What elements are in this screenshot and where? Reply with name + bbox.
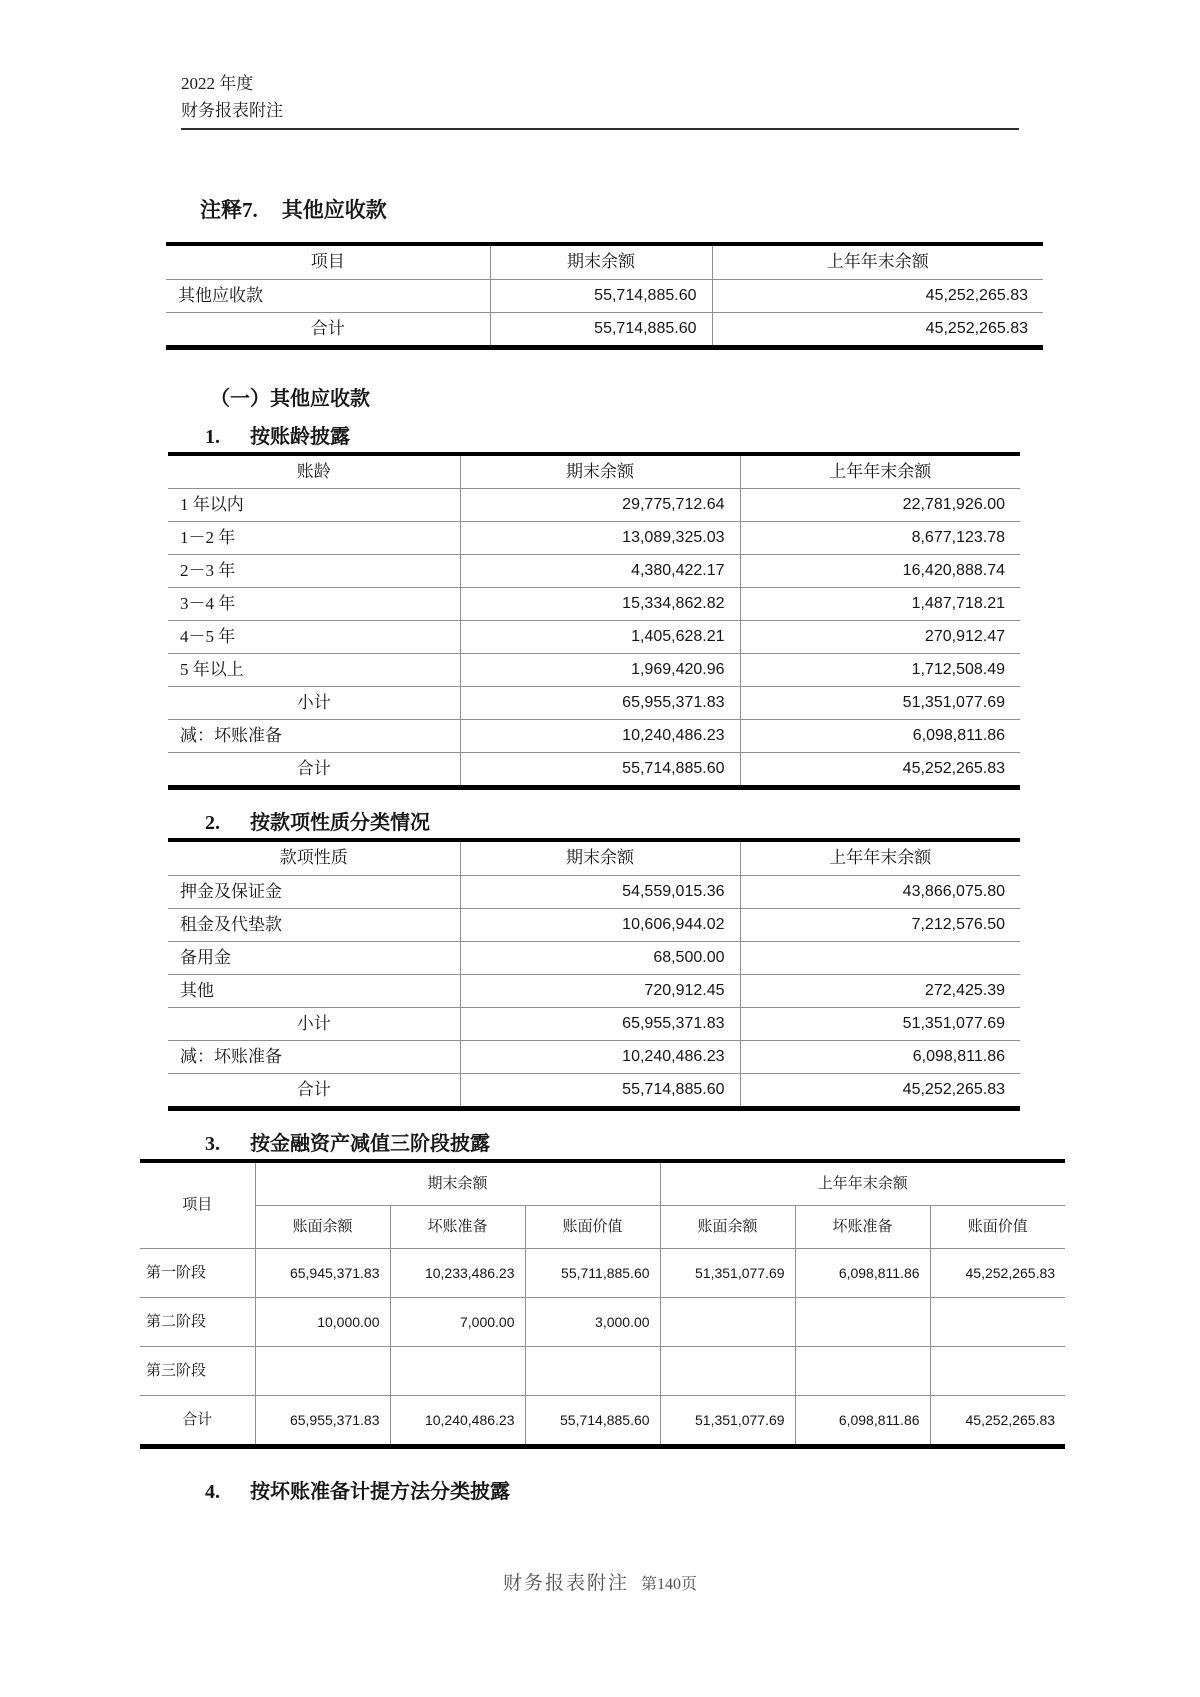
- stages-heading-title: 按金融资产减值三阶段披露: [250, 1132, 490, 1155]
- table-row-subtotal: [168, 1007, 1020, 1040]
- row-label: 4－5 年: [168, 621, 460, 654]
- aging-heading-title: 按账龄披露: [250, 425, 350, 448]
- nature-heading-number: 2.: [205, 812, 220, 834]
- stages-table: [140, 1159, 1065, 1449]
- column-header: 上年年末余额: [829, 461, 932, 481]
- section4-heading-title: 按坏账准备计提方法分类披露: [250, 1480, 510, 1503]
- row-label: 合计: [166, 312, 490, 347]
- value-current: 65,955,371.83: [460, 687, 740, 720]
- row-label: 第一阶段: [140, 1248, 255, 1297]
- table-row: [140, 1248, 1065, 1297]
- footer-title: 财务报表附注: [502, 1573, 629, 1594]
- row-label: 1－2 年: [168, 522, 460, 555]
- table-row: [168, 654, 1020, 687]
- note7-heading-number: 注释7.: [200, 198, 258, 222]
- value: [930, 1297, 1065, 1346]
- value: 45,252,265.83: [930, 1395, 1065, 1446]
- column-header: 账面价值: [525, 1205, 660, 1248]
- row-label: 备用金: [168, 941, 460, 974]
- aging-table: [168, 452, 1020, 791]
- table-row-total: [168, 753, 1020, 788]
- value-current: 10,606,944.02: [460, 908, 740, 941]
- table-row: [168, 489, 1020, 522]
- value: [390, 1346, 525, 1395]
- value: 6,098,811.86: [795, 1395, 930, 1446]
- table-row-total: [168, 1073, 1020, 1108]
- aging-heading-number: 1.: [205, 425, 220, 448]
- value-prior: [740, 941, 1020, 974]
- value: [255, 1346, 390, 1395]
- table-row: [168, 875, 1020, 908]
- column-header: 期末余额: [460, 840, 740, 875]
- value-prior: 43,866,075.80: [740, 875, 1020, 908]
- value-current: 54,559,015.36: [460, 875, 740, 908]
- value-prior: 6,098,811.86: [740, 720, 1020, 753]
- group-header-current: 期末余额: [255, 1161, 660, 1206]
- row-label: 1 年以内: [168, 489, 460, 522]
- value-prior: 45,252,265.83: [712, 279, 1043, 312]
- value: 3,000.00: [525, 1297, 660, 1346]
- value: 51,351,077.69: [660, 1395, 795, 1446]
- doc-footer: [0, 1568, 1200, 1595]
- value: 45,252,265.83: [930, 1248, 1065, 1297]
- value-current: 68,500.00: [460, 941, 740, 974]
- table-row: [168, 1040, 1020, 1073]
- value-current: 65,955,371.83: [460, 1007, 740, 1040]
- value-prior: 45,252,265.83: [712, 312, 1043, 347]
- value: [525, 1346, 660, 1395]
- table-row-total: [166, 312, 1043, 347]
- value-prior: 51,351,077.69: [740, 1007, 1020, 1040]
- value-current: 55,714,885.60: [460, 753, 740, 788]
- table-row: [168, 555, 1020, 588]
- column-header: 账面余额: [660, 1205, 795, 1248]
- section1-heading: （一）其他应收款: [210, 387, 370, 410]
- value-prior: 272,425.39: [740, 974, 1020, 1007]
- value: 55,711,885.60: [525, 1248, 660, 1297]
- value-current: 1,405,628.21: [460, 621, 740, 654]
- value-prior: 8,677,123.78: [740, 522, 1020, 555]
- row-label: 2－3 年: [168, 555, 460, 588]
- table-subheader-row: [140, 1205, 1065, 1248]
- value-current: 55,714,885.60: [490, 312, 712, 347]
- value: 10,233,486.23: [390, 1248, 525, 1297]
- table-header-row: [166, 244, 1043, 279]
- value-prior: 45,252,265.83: [740, 1073, 1020, 1108]
- column-header: 账面价值: [930, 1205, 1065, 1248]
- row-label: 小计: [168, 1007, 460, 1040]
- table-row: [168, 941, 1020, 974]
- value: [660, 1346, 795, 1395]
- row-label: 3－4 年: [168, 588, 460, 621]
- value: [795, 1297, 930, 1346]
- row-label: 第三阶段: [140, 1346, 255, 1395]
- column-header: 项目: [166, 244, 490, 279]
- value-current: 4,380,422.17: [460, 555, 740, 588]
- table-row: [168, 908, 1020, 941]
- row-label: 合计: [168, 1073, 460, 1108]
- column-header: 坏账准备: [795, 1205, 930, 1248]
- value-current: 55,714,885.60: [490, 279, 712, 312]
- table-row: [168, 588, 1020, 621]
- row-label: 其他应收款: [166, 279, 490, 312]
- value-prior: 22,781,926.00: [740, 489, 1020, 522]
- table-row: [140, 1297, 1065, 1346]
- aging-heading: [205, 424, 1200, 450]
- table-header-row: [168, 454, 1020, 489]
- table-row: [168, 720, 1020, 753]
- row-label: 租金及代垫款: [168, 908, 460, 941]
- row-label: 小计: [168, 687, 460, 720]
- table-row: [168, 621, 1020, 654]
- value: [795, 1346, 930, 1395]
- column-header: 期末余额: [460, 454, 740, 489]
- note7-heading-title: 其他应收款: [281, 198, 387, 222]
- nature-heading-title: 按款项性质分类情况: [250, 812, 430, 834]
- value: 10,000.00: [255, 1297, 390, 1346]
- value: 10,240,486.23: [390, 1395, 525, 1446]
- value-current: 13,089,325.03: [460, 522, 740, 555]
- row-label: 其他: [168, 974, 460, 1007]
- row-label: 合计: [140, 1395, 255, 1446]
- column-header: 款项性质: [168, 840, 460, 875]
- value-prior: 6,098,811.86: [740, 1040, 1020, 1073]
- value-prior: 1,712,508.49: [740, 654, 1020, 687]
- section4-heading-number: 4.: [205, 1480, 220, 1503]
- value: 65,945,371.83: [255, 1248, 390, 1297]
- row-label: 减：坏账准备: [168, 1040, 460, 1073]
- section4-heading: [205, 1479, 1200, 1505]
- value-prior: 270,912.47: [740, 621, 1020, 654]
- table-row: [168, 974, 1020, 1007]
- value: 51,351,077.69: [660, 1248, 795, 1297]
- value: 6,098,811.86: [795, 1248, 930, 1297]
- value-prior: 7,212,576.50: [740, 908, 1020, 941]
- value: 65,955,371.83: [255, 1395, 390, 1446]
- row-label: 减：坏账准备: [168, 720, 460, 753]
- value-current: 720,912.45: [460, 974, 740, 1007]
- value-current: 15,334,862.82: [460, 588, 740, 621]
- column-header: 上年年末余额: [826, 252, 929, 272]
- table-row-subtotal: [168, 687, 1020, 720]
- row-label: 合计: [168, 753, 460, 788]
- value-prior: 16,420,888.74: [740, 555, 1020, 588]
- value: [660, 1297, 795, 1346]
- table-row: [140, 1346, 1065, 1395]
- table-header-row: [168, 840, 1020, 875]
- doc-header-year: 2022 年度: [181, 74, 254, 93]
- group-header-prior: 上年年末余额: [817, 1175, 908, 1192]
- table-row-total: [140, 1395, 1065, 1446]
- row-label: 第二阶段: [140, 1297, 255, 1346]
- value-current: 29,775,712.64: [460, 489, 740, 522]
- stages-heading: [205, 1131, 1200, 1157]
- value: 7,000.00: [390, 1297, 525, 1346]
- footer-page-number: 第140页: [641, 1576, 698, 1593]
- stages-heading-number: 3.: [205, 1132, 220, 1155]
- summary-table: [166, 242, 1043, 350]
- doc-header-title: 财务报表附注: [181, 101, 283, 120]
- column-header-item: 项目: [140, 1161, 255, 1249]
- nature-table: [168, 838, 1020, 1111]
- table-row: [168, 522, 1020, 555]
- value-current: 10,240,486.23: [460, 720, 740, 753]
- column-header: 坏账准备: [390, 1205, 525, 1248]
- column-header: 期末余额: [490, 244, 712, 279]
- value-current: 55,714,885.60: [460, 1073, 740, 1108]
- column-header: 账龄: [168, 454, 460, 489]
- note7-heading: [200, 194, 1200, 224]
- column-header: 账面余额: [255, 1205, 390, 1248]
- value-prior: 51,351,077.69: [740, 687, 1020, 720]
- value-prior: 1,487,718.21: [740, 588, 1020, 621]
- row-label: 押金及保证金: [168, 875, 460, 908]
- value: [930, 1346, 1065, 1395]
- table-group-header-row: [140, 1161, 1065, 1206]
- value-prior: 45,252,265.83: [740, 753, 1020, 788]
- row-label: 5 年以上: [168, 654, 460, 687]
- column-header: 上年年末余额: [829, 848, 932, 868]
- value-current: 1,969,420.96: [460, 654, 740, 687]
- value-current: 10,240,486.23: [460, 1040, 740, 1073]
- value: 55,714,885.60: [525, 1395, 660, 1446]
- nature-heading: [205, 810, 1200, 836]
- table-row: [166, 279, 1043, 312]
